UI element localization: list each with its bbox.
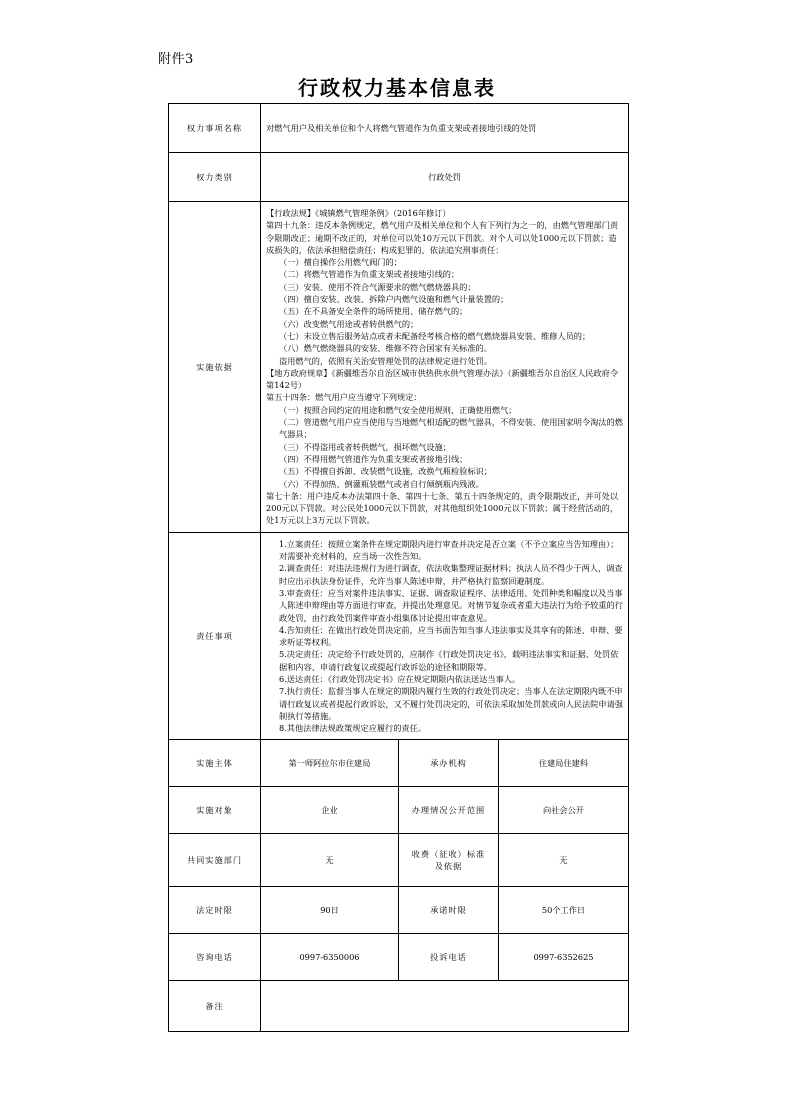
row-value-name: 对燃气用户及相关单位和个人将燃气管道作为负重支架或者接地引线的处罚: [261, 104, 629, 153]
row-label-object: 实施对象: [169, 787, 261, 834]
row-label-joint-dept: 共同实施部门: [169, 834, 261, 887]
row-value-handling-org: 住建局住建科: [499, 740, 629, 787]
basis-paragraph: 第七十条：用户违反本办法第四十条、第四十七条、第五十四条规定的，责令限期改正，并可处以200元以下罚款。对公民处1000元以下罚款，对其他组织处1000元以下罚款；属于经营活动的，处1万元以上3万元以下罚款。: [266, 490, 619, 526]
basis-paragraph: （七）未设立售后服务站点或者未配备经考核合格的燃气燃烧器具安装、维修人员的；: [279, 330, 591, 341]
table-row-name: [169, 104, 629, 153]
basis-paragraph: 盗用燃气的，依照有关治安管理处罚的法律规定进行处罚。: [279, 355, 492, 366]
basis-paragraph: 【地方政府规章】《新疆维吾尔自治区城市供热供水供气管理办法》（新疆维吾尔自治区人民政府令第142号）: [266, 367, 619, 391]
table-row-basis: [169, 202, 629, 533]
table-row-time-limit: [169, 887, 629, 934]
row-value-joint-dept: 无: [261, 834, 399, 887]
row-value-complaint-phone: 0997-6352625: [499, 934, 629, 981]
row-label-disclosure: 办理情况公开范围: [399, 787, 499, 834]
duty-paragraph: 5.决定责任：决定给予行政处罚的，应制作《行政处罚决定书》，载明违法事实和证据、处罚依据和内容、申请行政复议或提起行政诉讼的途径和期限等。: [279, 649, 619, 672]
basis-paragraph: 第五十四条：燃气用户应当遵守下列规定：: [266, 392, 422, 403]
row-value-object: 企业: [261, 787, 399, 834]
row-label-remark: 备注: [169, 981, 261, 1032]
table-row-object: [169, 787, 629, 834]
row-value-consult-phone: 0997-6350006: [261, 934, 399, 981]
row-label-promise-limit: 承诺时限: [399, 887, 499, 934]
row-value-disclosure: 向社会公开: [499, 787, 629, 834]
row-label-category: 权力类别: [169, 153, 261, 202]
basis-paragraph: （二）管道燃气用户应当使用与当地燃气相适配的燃气器具，不得安装、使用国家明令淘汰的燃气器具；: [279, 417, 623, 440]
row-label-basis: 实施依据: [169, 202, 261, 533]
basis-paragraph: （二）将燃气管道作为负重支架或者接地引线的；: [279, 269, 460, 280]
row-label-fee-line1: 收费（征收）标准: [411, 849, 486, 860]
table-row-subject: [169, 740, 629, 787]
duty-paragraph: 4.告知责任：在做出行政处罚决定前，应当书面告知当事人违法事实及其享有的陈述、申辩、要求听证等权利。: [279, 624, 623, 648]
basis-paragraph: （四）擅自安装、改装、拆除户内燃气设施和燃气计量装置的；: [279, 294, 509, 305]
duty-paragraph: 6.送达责任：《行政处罚决定书》应在规定期限内依法送达当事人。: [279, 673, 521, 684]
duty-paragraph: 3.审查责任：应当对案件违法事实、证据、调查取证程序、法律适用、处罚种类和幅度以及当事人陈述申辩理由等方面进行审查，并提出处理意见。对情节复杂或者重大违法行为给予较重的行政处罚，由行政处罚案件审查小组集体讨论提出审查意见。: [279, 587, 623, 623]
row-label-legal-limit: 法定时限: [169, 887, 261, 934]
basis-paragraph: （六）改变燃气用途或者转供燃气的；: [279, 318, 419, 329]
duty-paragraph: 1.立案责任：按照立案条件在规定期限内进行审查并决定是否立案（不予立案应当告知理由）；对需要补充材料的，应当场一次性告知。: [279, 538, 619, 562]
basis-paragraph: （三）不得盗用或者转供燃气，损坏燃气设施；: [279, 441, 451, 452]
table-row-remark: [169, 981, 629, 1032]
row-value-category: 行政处罚: [261, 153, 629, 202]
page-title: 行政权力基本信息表: [298, 76, 496, 100]
row-value-promise-limit: 50个工作日: [499, 887, 629, 934]
duty-paragraph: 7.执行责任：监督当事人在规定的期限内履行生效的行政处罚决定；当事人在法定期限内既不申请行政复议或者提起行政诉讼，又不履行处罚决定的，可依法采取加处罚款或向人民法院申请强制执行等措施。: [279, 686, 623, 721]
basis-paragraph: （八）燃气燃烧器具的安装、维修不符合国家有关标准的。: [279, 343, 492, 354]
row-label-fee-line2: 及依据: [434, 861, 463, 872]
basis-paragraph: （五）不得擅自拆卸、改装燃气设施，改换气瓶检验标识；: [279, 466, 492, 477]
row-value-subject: 第一师阿拉尔市住建局: [261, 740, 399, 787]
row-value-fee: 无: [499, 834, 629, 887]
basis-paragraph: （五）在不具备安全条件的场所使用、储存燃气的；: [279, 306, 468, 317]
basis-paragraph: （四）不得用燃气管道作为负重支架或者接地引线；: [279, 453, 468, 464]
row-value-remark: [261, 981, 629, 1032]
row-value-basis: [261, 202, 629, 533]
basis-paragraph: （一）按照合同约定的用途和燃气安全使用规则，正确使用燃气；: [279, 404, 517, 415]
attachment-label: 附件3: [158, 52, 194, 67]
table-row-duty: [169, 532, 629, 740]
row-label-handling-org: 承办机构: [399, 740, 499, 787]
basis-paragraph: （三）安装、使用不符合气源要求的燃气燃烧器具的；: [279, 281, 476, 292]
basis-paragraph: 【行政法规】《城镇燃气管理条例》（2016年修订）: [266, 208, 451, 218]
row-value-legal-limit: 90日: [261, 887, 399, 934]
duty-paragraph: 8.其他法律法规政策规定应履行的责任。: [279, 723, 426, 734]
row-label-consult-phone: 咨询电话: [169, 934, 261, 981]
basis-paragraph: （六）不得加热、倒灌瓶装燃气或者自行倾倒瓶内残液。: [279, 478, 484, 489]
row-label-duty: 责任事项: [169, 532, 261, 740]
table-row-joint-dept: [169, 834, 629, 887]
row-label-complaint-phone: 投诉电话: [399, 934, 499, 981]
basis-paragraph: 第四十九条：违反本条例规定，燃气用户及相关单位和个人有下列行为之一的，由燃气管理部门责令限期改正；逾期不改正的，对单位可以处10万元以下罚款。对个人可以处1000元以下罚款；造成损失的，依法承担赔偿责任；构成犯罪的，依法追究刑事责任：: [266, 220, 619, 255]
row-label-name: 权力事项名称: [169, 104, 261, 153]
row-label-subject: 实施主体: [169, 740, 261, 787]
row-value-duty: [261, 532, 629, 740]
table-row-phones: [169, 934, 629, 981]
power-info-table: [168, 103, 629, 1032]
duty-paragraph: 2.调查责任：对违法违规行为进行调查，依法收集整理证据材料；执法人员不得少于两人，调查时应出示执法身份证件，允许当事人陈述申辩，并严格执行监察回避制度。: [279, 563, 623, 586]
basis-paragraph: （一）擅自操作公用燃气阀门的；: [279, 257, 402, 268]
table-row-category: [169, 153, 629, 202]
row-label-fee: [399, 834, 499, 887]
